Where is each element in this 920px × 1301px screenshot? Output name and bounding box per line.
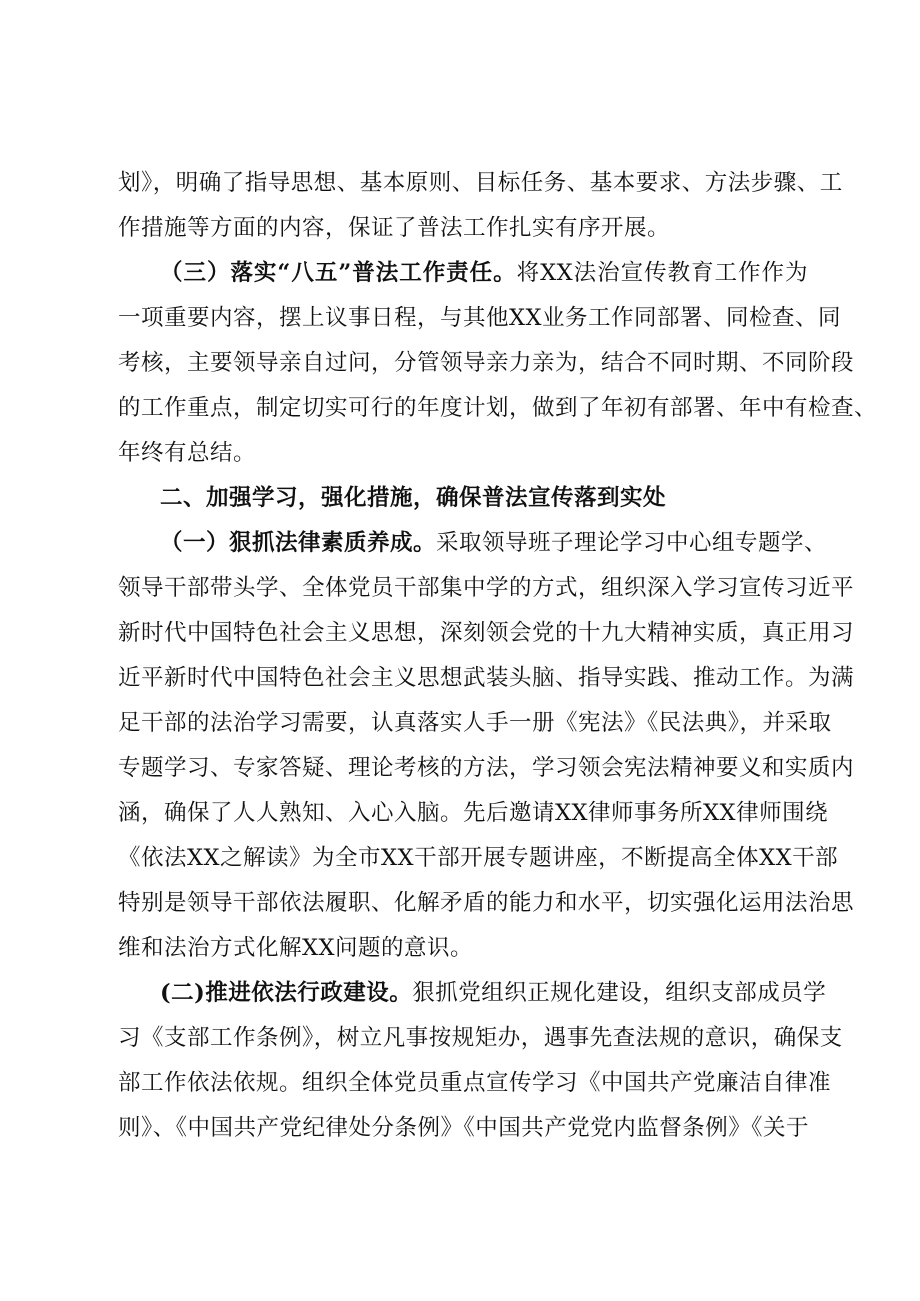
text-run: 将XX法治宣传教育工作作为 bbox=[516, 260, 808, 286]
text-line: 特别是领导干部依法履职、化解矛盾的能力和水平，切实强化运用法治思 bbox=[118, 890, 855, 916]
text-line: 近平新时代中国特色社会主义思想武装头脑、指导实践、推动工作。为满 bbox=[118, 665, 855, 691]
text-line: 的工作重点，制定切实可行的年度计划，做到了年初有部署、年中有检查、 bbox=[118, 395, 878, 421]
text-line: 年终有总结。 bbox=[118, 440, 257, 466]
paragraph-lead: (二)推进依法行政建设。 bbox=[160, 980, 413, 1006]
paragraph-lead: （一）狠抓法律素质养成。 bbox=[160, 530, 437, 556]
text-line: 领导干部带头学、全体党员干部集中学的方式，组织深入学习宣传习近平 bbox=[118, 575, 855, 601]
text-run: 狠抓党组织正规化建设，组织支部成员学 bbox=[412, 980, 827, 1006]
text-line: 考核，主要领导亲自过问，分管领导亲力亲为，结合不同时期、不同阶段 bbox=[118, 350, 855, 376]
text-line: 则》、《中国共产党纪律处分条例》《中国共产党党内监督条例》《关于 bbox=[118, 1115, 810, 1141]
text-run: 采取领导班子理论学习中心组专题学、 bbox=[436, 530, 828, 556]
paragraph-first-line bbox=[160, 258, 808, 288]
paragraph-first-line bbox=[160, 978, 827, 1008]
text-line: 作措施等方面的内容，保证了普法工作扎实有序开展。 bbox=[118, 215, 671, 241]
text-line: 涵，确保了人人熟知、入心入脑。先后邀请XX律师事务所XX律师围绕 bbox=[118, 800, 829, 826]
text-line: 专题学习、专家答疑、理论考核的方法，学习领会宪法精神要义和实质内 bbox=[118, 755, 855, 781]
text-line: 维和法治方式化解XX问题的意识。 bbox=[118, 935, 474, 961]
text-line: 新时代中国特色社会主义思想，深刻领会党的十九大精神实质，真正用习 bbox=[118, 620, 855, 646]
text-line: 部工作依法依规。组织全体党员重点宣传学习《中国共产党廉洁自律准 bbox=[118, 1070, 832, 1096]
paragraph-first-line bbox=[160, 528, 828, 558]
section-heading: 二、加强学习，强化措施，确保普法宣传落到实处 bbox=[160, 485, 667, 511]
text-line: 划》，明确了指导思想、基本原则、目标任务、基本要求、方法步骤、工 bbox=[118, 170, 843, 196]
text-line: 习《支部工作条例》，树立凡事按规矩办，遇事先查法规的意识，确保支 bbox=[118, 1025, 843, 1051]
text-line: 足干部的法治学习需要，认真落实人手一册《宪法》《民法典》，并采取 bbox=[118, 710, 832, 736]
text-line: 《依法XX之解读》为全市XX干部开展专题讲座，不断提高全体XX干部 bbox=[118, 845, 839, 871]
text-line: 一项重要内容，摆上议事日程，与其他XX业务工作同部署、同检查、同 bbox=[118, 305, 842, 331]
paragraph-lead: （三）落实“八五”普法工作责任。 bbox=[160, 260, 517, 286]
